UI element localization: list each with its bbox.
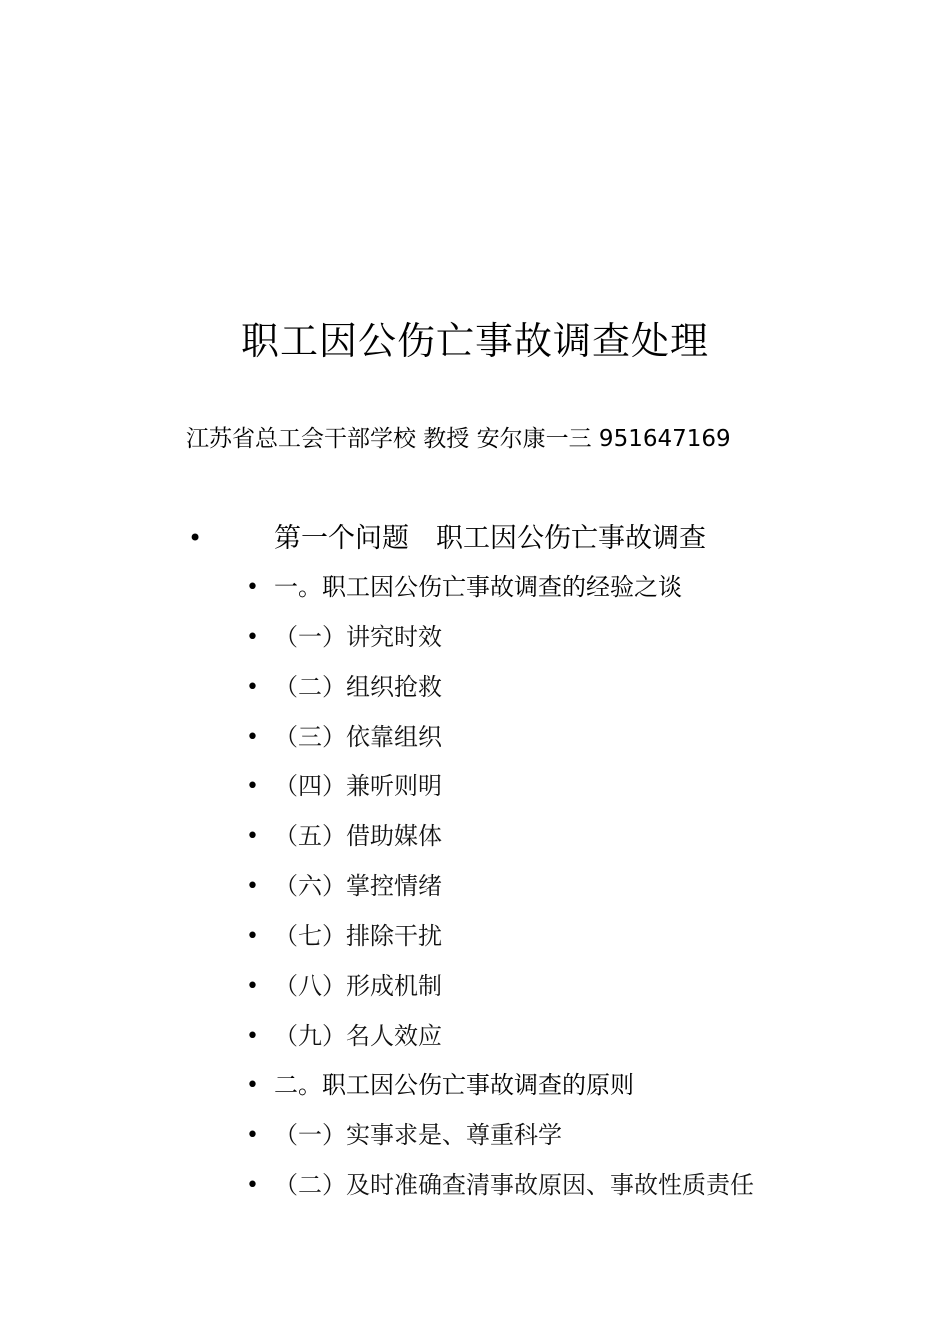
list-item <box>0 669 950 719</box>
outline-list <box>0 569 950 1217</box>
list-item <box>0 818 950 868</box>
section-heading <box>0 519 950 559</box>
bullet-icon: • <box>246 874 259 900</box>
outline-subitem: （九）名人效应 <box>274 1021 442 1050</box>
outline-subitem: （一）实事求是、尊重科学 <box>274 1121 562 1150</box>
outline-subitem: （八）形成机制 <box>274 971 442 1000</box>
list-item <box>0 1117 950 1167</box>
outline-subitem: （五）借助媒体 <box>274 822 442 851</box>
list-item <box>0 569 950 619</box>
bullet-icon: • <box>246 1173 259 1199</box>
bullet-icon: • <box>246 674 259 700</box>
bullet-icon: • <box>246 824 259 850</box>
bullet-icon: • <box>246 1073 259 1099</box>
outline-subitem: （四）兼听则明 <box>274 772 442 801</box>
bullet-icon: • <box>246 1023 259 1049</box>
bullet-icon: • <box>246 624 259 650</box>
bullet-icon: • <box>188 524 203 552</box>
outline-heading: 一。职工因公伤亡事故调查的经验之谈 <box>274 573 682 601</box>
bullet-icon: • <box>246 1123 259 1149</box>
list-item <box>0 768 950 818</box>
list-item <box>0 868 950 918</box>
outline-subitem: （三）依靠组织 <box>274 722 442 751</box>
outline-subitem: （二）组织抢救 <box>274 672 442 701</box>
list-item <box>0 1018 950 1068</box>
outline-subitem: （六）掌控情绪 <box>274 872 442 901</box>
outline-subitem: （一）讲究时效 <box>274 622 442 651</box>
bullet-icon: • <box>246 923 259 949</box>
outline-heading: 二。职工因公伤亡事故调查的原则 <box>274 1071 634 1100</box>
bullet-icon: • <box>246 724 259 750</box>
bullet-icon: • <box>246 973 259 999</box>
outline-subitem: （七）排除干扰 <box>274 921 442 950</box>
author-line: 江苏省总工会干部学校 教授 安尔康一三 951647169 <box>186 426 731 452</box>
list-item <box>0 1167 950 1217</box>
list-item <box>0 1067 950 1117</box>
list-item <box>0 719 950 769</box>
document-title: 职工因公伤亡事故调查处理 <box>240 319 709 363</box>
list-item <box>0 619 950 669</box>
list-item <box>0 918 950 968</box>
bullet-icon: • <box>246 575 259 600</box>
list-item <box>0 968 950 1018</box>
bullet-icon: • <box>246 774 259 800</box>
section-heading-text: 第一个问题 职工因公伤亡事故调查 <box>274 523 706 554</box>
outline-subitem: （二）及时准确查清事故原因、事故性质责任 <box>274 1171 754 1200</box>
